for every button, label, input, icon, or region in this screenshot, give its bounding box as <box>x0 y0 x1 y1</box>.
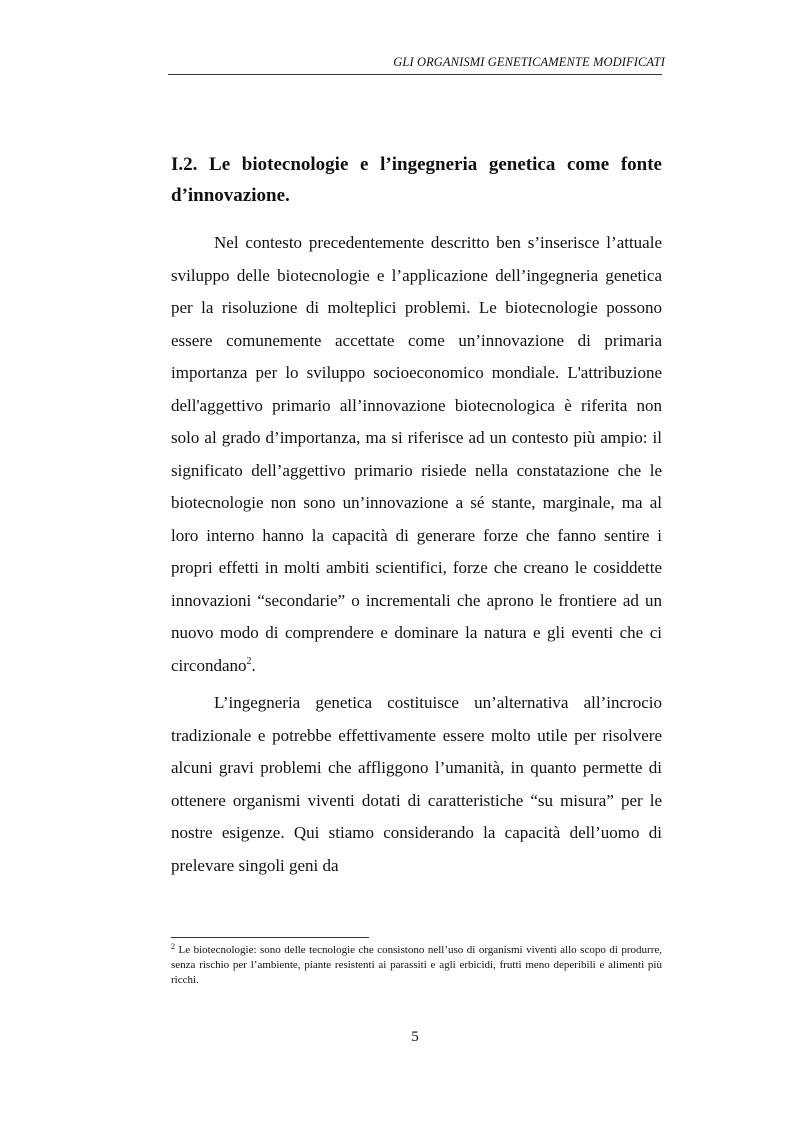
paragraph-2-text: L’ingegneria genetica costituisce un’alternativa all’incrocio tradizionale e potrebbe effettivamente essere molto utile per risolvere alcuni gravi problemi che affliggono l’umanità, in quanto permette di ottenere organismi viventi dotati di caratteristiche “su misura” per le nostre esigenze. Qui stiamo considerando la capacità dell’uomo di prelevare singoli geni da <box>171 693 662 875</box>
paragraph-1 <box>171 227 662 682</box>
footnote-marker: 2 <box>171 942 175 951</box>
footnote-reference: 2 <box>246 655 252 667</box>
paragraph-1-text: Nel contesto precedentemente descritto ben s’inserisce l’attuale sviluppo delle biotecnologie e l’applicazione dell’ingegneria genetica per la risoluzione di molteplici problemi. Le biotecnologie possono essere comunemente accettate come un’innovazione di primaria importanza per lo sviluppo socioeconomico mondiale. L'attribuzione dell'aggettivo primario all’innovazione biotecnologica è riferita non solo al grado d’importanza, ma si riferisce ad un contesto più ampio: il significato dell’aggettivo primario risiede nella constatazione che le biotecnologie non sono un’innovazione a sé stante, marginale, ma al loro interno hanno la capacità di generare forze che fanno sentire i propri effetti in molti ambiti scientifici, forze che creano le cosiddette innovazioni “secondarie” o incrementali che aprono le frontiere ad un nuovo modo di comprendere e dominare la natura e gli eventi che ci circondano <box>171 233 662 675</box>
paragraph-1-tail: . <box>251 655 256 675</box>
footnote-rule <box>171 937 369 938</box>
section-title: I.2. Le biotecnologie e l’ingegneria genetica come fonte d’innovazione. <box>171 154 662 206</box>
running-header: GLI ORGANISMI GENETICAMENTE MODIFICATI <box>393 55 665 69</box>
page-number: 5 <box>411 1029 419 1045</box>
footnote-text: Le biotecnologie: sono delle tecnologie che consistono nell’uso di organismi viventi allo scopo di produrre, senza rischio per l’ambiente, piante resistenti ai parassiti e agli erbicidi, frutti meno deperibili e alimenti più ricchi. <box>171 944 662 986</box>
footnote <box>171 943 662 988</box>
body-text <box>171 227 662 882</box>
header-rule <box>168 74 662 75</box>
paragraph-2 <box>171 687 662 882</box>
